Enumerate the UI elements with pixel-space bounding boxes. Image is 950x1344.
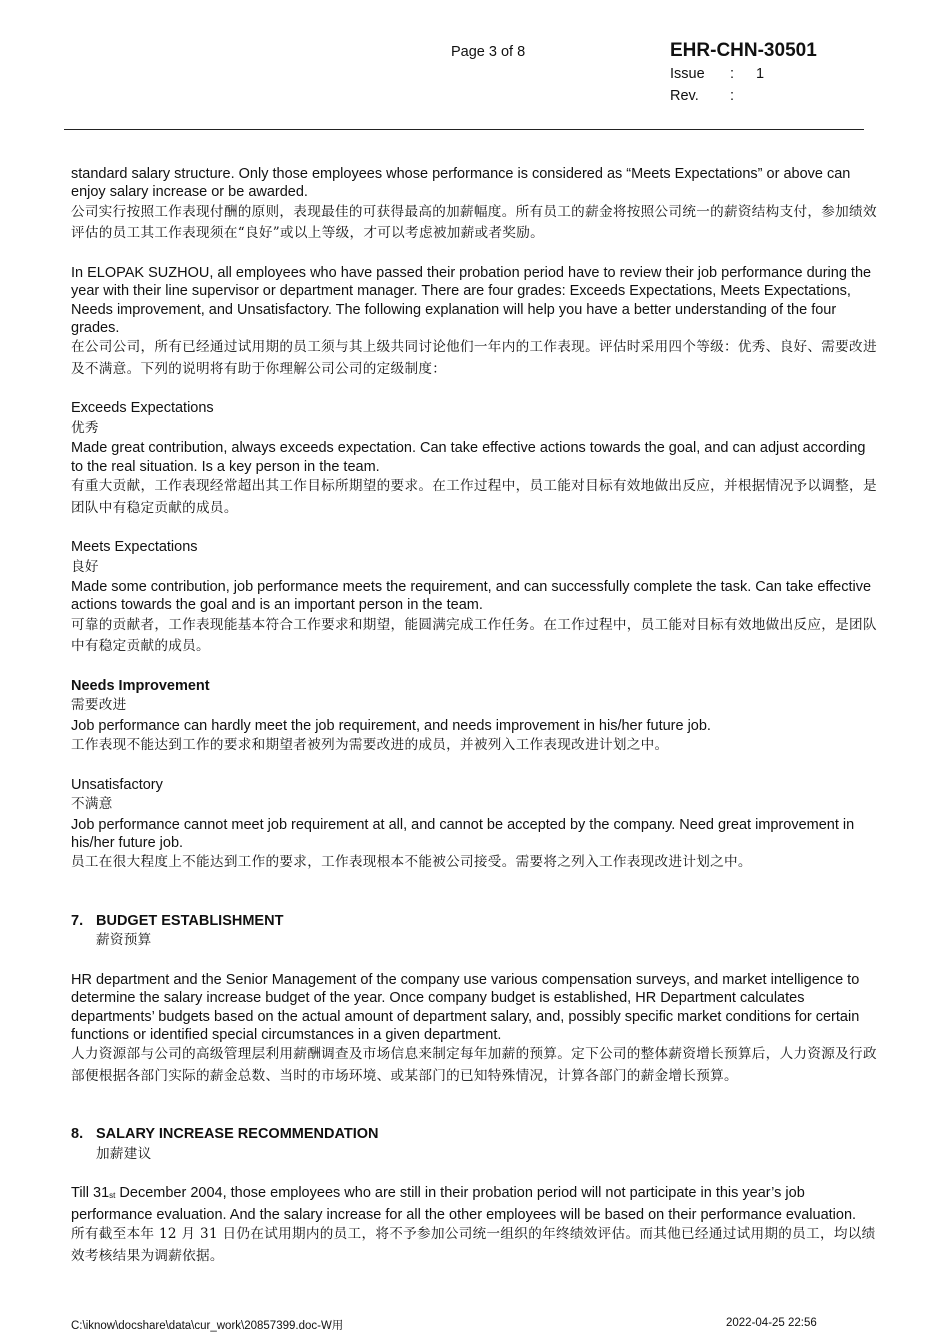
paragraph-structure-zh: 公司实行按照工作表现付酬的原则，表现最佳的可获得最高的加薪幅度。所有员工的薪金将按照公司统一的薪资结构支付，参加绩效评估的员工其工作表现须在“良好”或以上等级，才可以考虑被加薪或者奖励。 <box>71 203 877 242</box>
text-run: Till 31 <box>71 1185 110 1202</box>
issue-row <box>670 66 764 82</box>
rev-label: Rev. <box>670 88 699 104</box>
section-body-en: HR department and the Senior Management of the company use various compensation surveys, and market intelligence to determine the salary increase budget of the year. Once company budget is established, HR Department calculates departments’ budgets based on the actual amount of department salary, and, possibly specific market conditions for certain functions or identified special circumstances in a given department. <box>71 971 860 1044</box>
grade-meets-expectations <box>71 538 877 658</box>
grade-needs-improvement <box>71 677 877 757</box>
issue-label: Issue <box>670 66 705 82</box>
grade-description-zh: 有重大贡献，工作表现经常超出其工作目标所期望的要求。在工作过程中，员工能对目标有效地做出反应，并根据情况予以调整，是团队中有稳定贡献的成员。 <box>71 478 877 516</box>
section-number: 8. <box>71 1126 84 1143</box>
grade-unsatisfactory <box>71 776 877 874</box>
page-number: Page 3 of 8 <box>451 44 526 60</box>
grade-title: Meets Expectations <box>71 539 198 556</box>
grade-description-en: Made some contribution, job performance meets the requirement, and can successfully complete the task. Can take effective actions towards the goal and is an important person in the team. <box>71 579 872 614</box>
grade-description-en: Job performance can hardly meet the job requirement, and needs improvement in his/her future job. <box>71 717 711 734</box>
grade-description-zh: 员工在很大程度上不能达到工作的要求，工作表现根本不能被公司接受。需要将之列入工作表现改进计划之中。 <box>71 854 752 871</box>
issue-separator: : <box>730 66 735 82</box>
section-salary-increase <box>71 1125 877 1267</box>
grade-title-zh: 良好 <box>71 558 99 575</box>
ordinal-suffix: st <box>109 1191 116 1201</box>
rev-separator: : <box>730 88 735 104</box>
section-budget-establishment <box>71 912 877 1088</box>
document-id: EHR-CHN-30501 <box>670 40 817 61</box>
section-title-zh: 加薪建议 <box>96 1145 152 1162</box>
section-body-en <box>71 1184 877 1224</box>
text-run: December 2004, those employees who are still in their probation period will not participate in this year’s job performance evaluation. And the salary increase for all the other employees will be based on their performance evaluation. <box>71 1185 857 1223</box>
footer-datetime: 2022-04-25 22:56 <box>726 1317 817 1329</box>
footer-file-path: C:\iknow\docshare\data\cur_work\20857399.doc-W用 <box>71 1320 344 1332</box>
document-body <box>71 165 877 1267</box>
paragraph-review-en: In ELOPAK SUZHOU, all employees who have passed their probation period have to review their job performance during the year with their line supervisor or department manager. There are four grades: Exceeds Expectations, Meets Expectations, Needs improvement, and Unsatisfactory. The following explanation will help you have a better understanding of the four grades. <box>71 264 872 337</box>
grade-description-en: Made great contribution, always exceeds expectation. Can take effective actions towards the goal, and can adjust according to the real situation. Is a key person in the team. <box>71 440 866 475</box>
section-heading <box>71 1125 877 1143</box>
header-divider <box>64 129 864 130</box>
grade-title-zh: 优秀 <box>71 419 99 436</box>
grade-description-en: Job performance cannot meet job requirement at all, and cannot be accepted by the company. Need great improvement in his/her future job. <box>71 816 855 851</box>
grade-title: Exceeds Expectations <box>71 400 214 417</box>
grade-title: Unsatisfactory <box>71 776 163 793</box>
grade-title-zh: 需要改进 <box>71 697 127 714</box>
section-number: 7. <box>71 912 84 929</box>
grade-description-zh: 工作表现不能达到工作的要求和期望者被列为需要改进的成员，并被列入工作表现改进计划之中。 <box>71 737 669 754</box>
paragraph-structure-en: standard salary structure. Only those employees whose performance is considered as “Meets Expectations” or above can enjoy salary increase or be awarded. <box>71 166 851 201</box>
section-title-zh: 薪资预算 <box>96 932 152 949</box>
section-body-zh: 所有截至本年 12 月 31 日仍在试用期内的员工，将不予参加公司统一组织的年终绩效评估。而其他已经通过试用期的员工，均以绩效考核结果为调薪依据。 <box>71 1226 876 1264</box>
grade-title-zh: 不满意 <box>71 796 113 813</box>
grade-title: Needs Improvement <box>71 677 210 694</box>
grade-exceeds-expectations <box>71 399 877 519</box>
paragraph-review-zh: 在公司公司，所有已经通过试用期的员工须与其上级共同讨论他们一年内的工作表现。评估时采用四个等级：优秀、良好、需要改进及不满意。下列的说明将有助于你理解公司公司的定级制度： <box>71 339 877 377</box>
section-title: BUDGET ESTABLISHMENT <box>96 912 284 929</box>
section-title: SALARY INCREASE RECOMMENDATION <box>96 1126 379 1143</box>
rev-row <box>670 88 756 104</box>
section-heading <box>71 912 877 930</box>
grade-description-zh: 可靠的贡献者，工作表现能基本符合工作要求和期望，能圆满完成工作任务。在工作过程中，员工能对目标有效地做出反应，是团队中有稳定贡献的成员。 <box>71 616 877 655</box>
section-body-zh: 人力资源部与公司的高级管理层利用薪酬调查及市场信息来制定每年加薪的预算。定下公司的整体薪资增长预算后，人力资源及行政部便根据各部门实际的薪金总数、当时的市场环境、或某部门的已知特殊情况，计算各部门的薪金增长预算。 <box>71 1046 877 1084</box>
issue-value: 1 <box>756 66 765 82</box>
